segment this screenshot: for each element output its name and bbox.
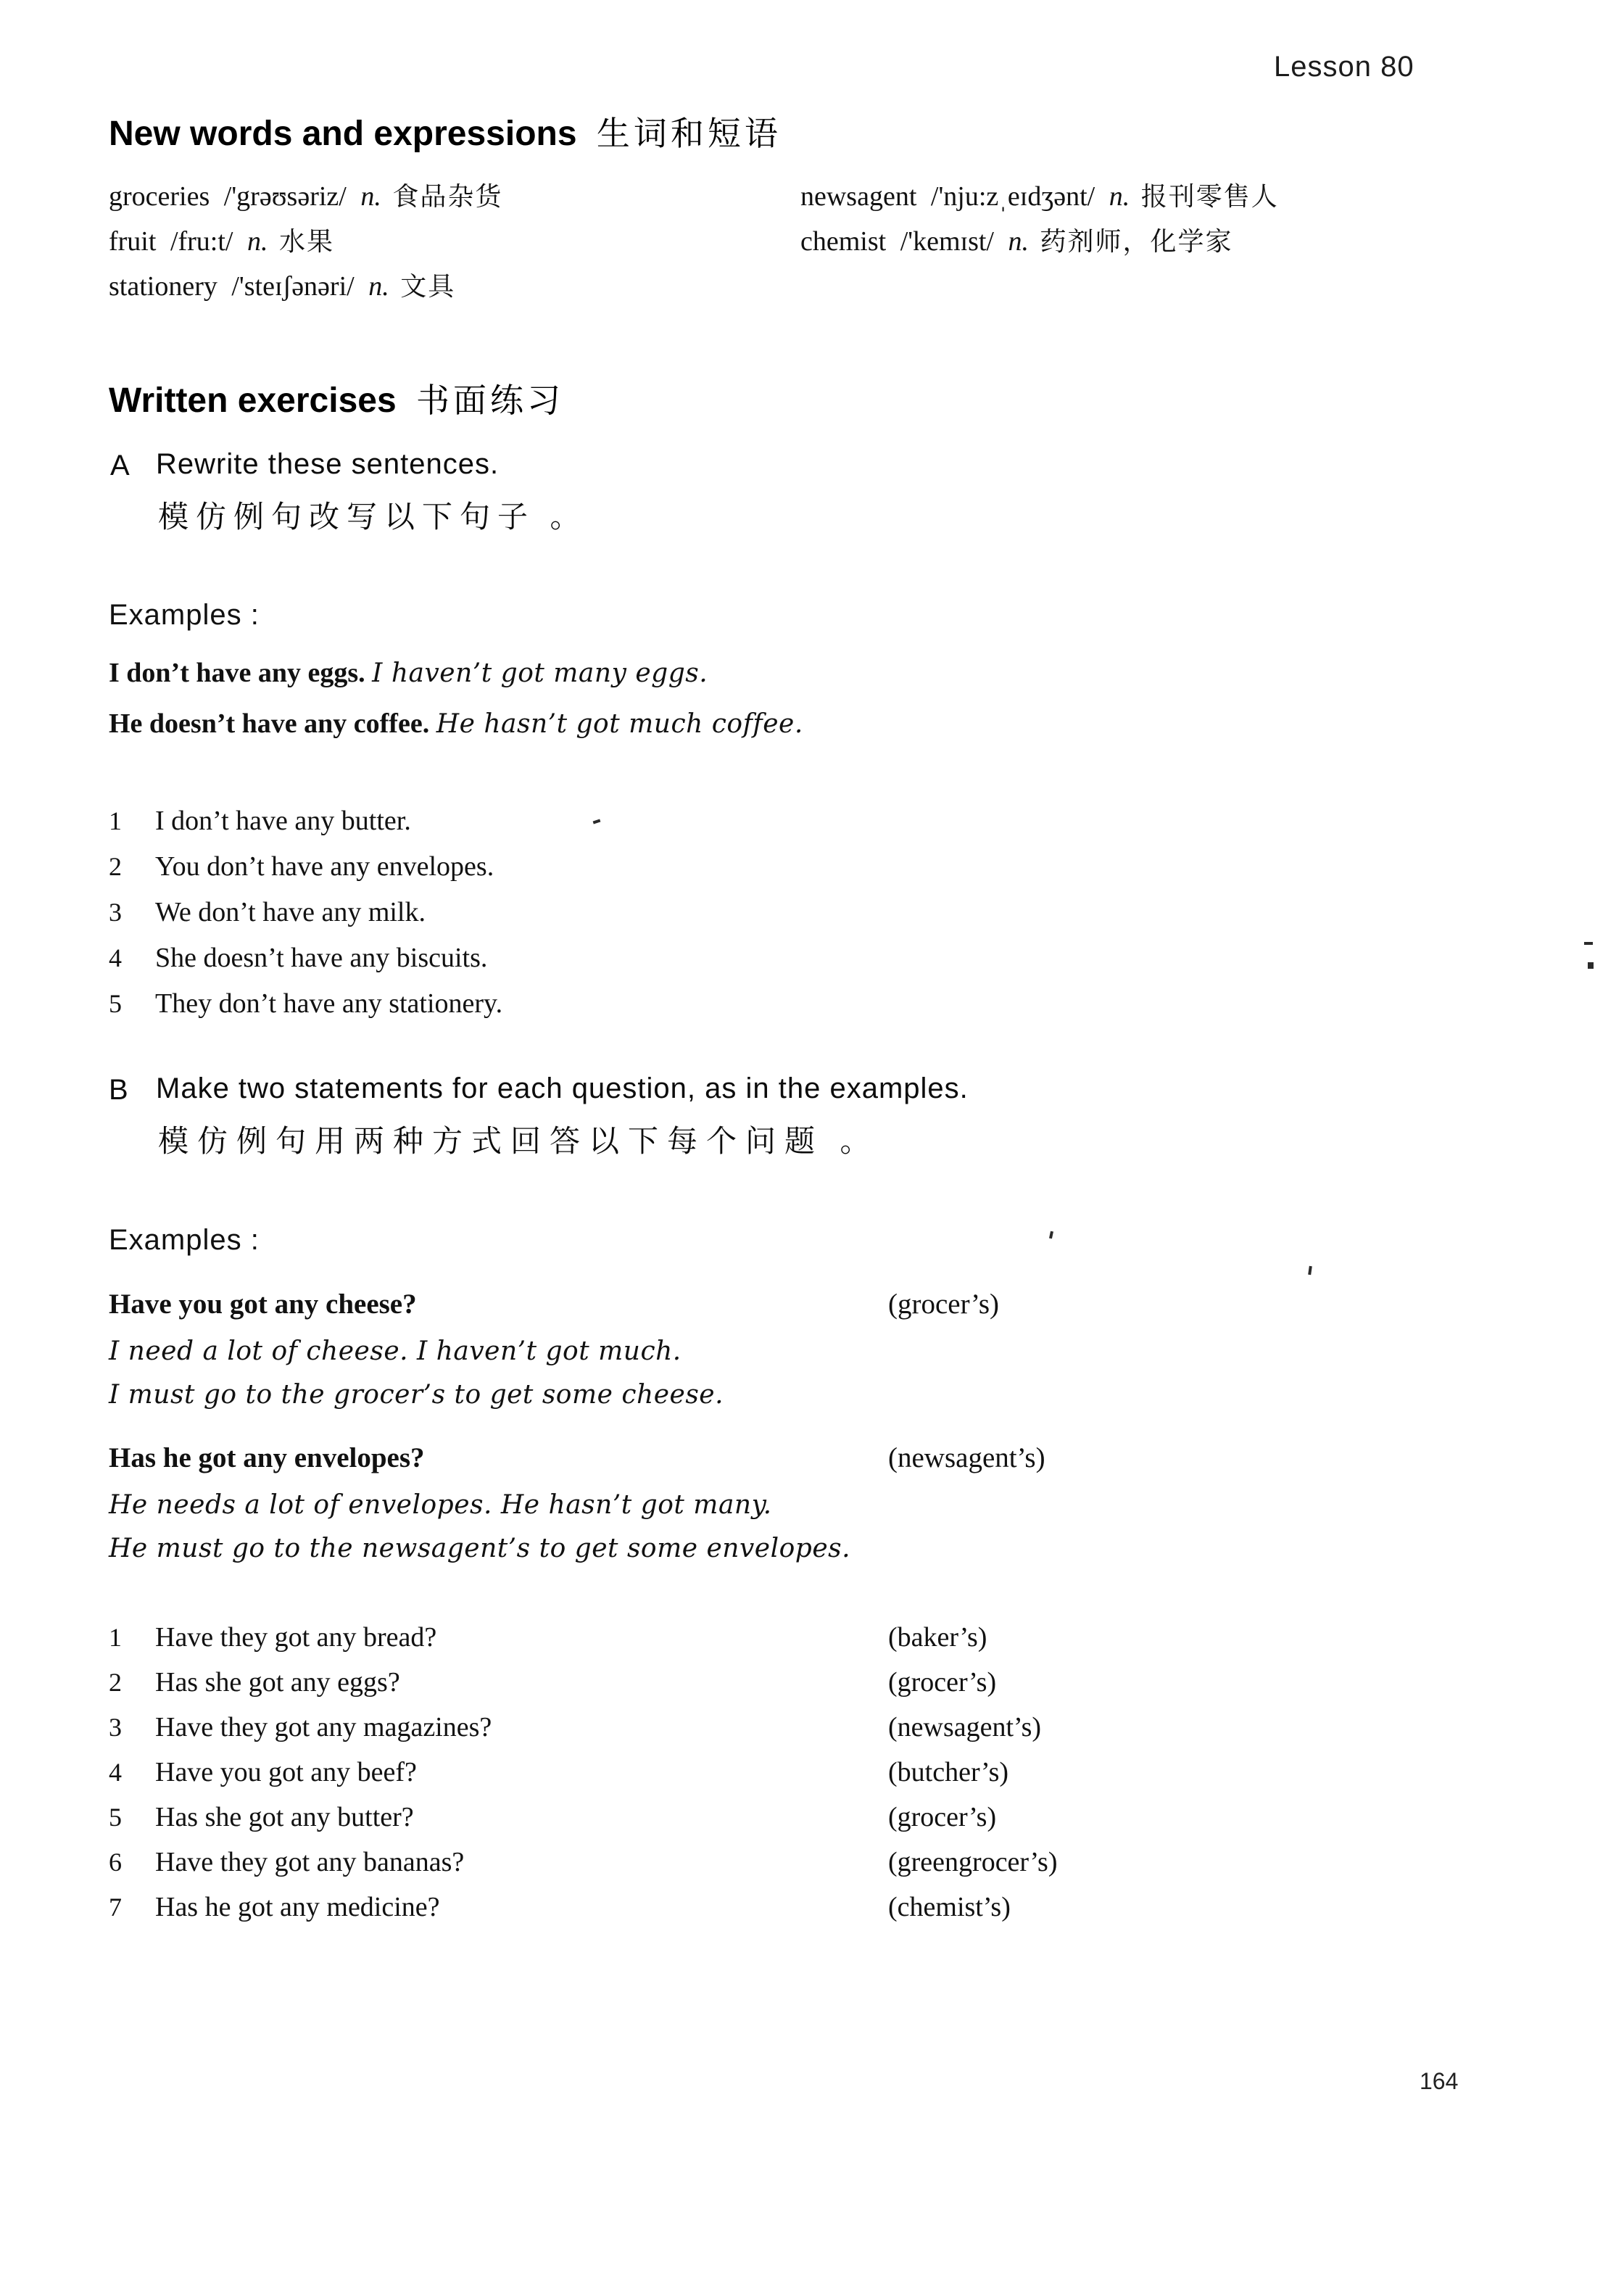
vocab-column-right: [800, 183, 1279, 273]
exercise-item: [109, 1668, 1341, 1697]
example-plain-text: He doesn’t have any coffee.: [109, 708, 430, 739]
vocab-column-left: [109, 183, 502, 318]
shop-hint: (chemist’s): [888, 1892, 1011, 1922]
exercise-item: [109, 1758, 1341, 1787]
shop-hint: (butcher’s): [888, 1757, 1009, 1787]
item-number: 1: [109, 1623, 122, 1652]
item-number: 6: [109, 1848, 122, 1877]
vocab-meaning: 食品杂货: [392, 182, 503, 211]
item-question: Has she got any eggs?: [155, 1667, 400, 1698]
section-a-label: A: [110, 450, 130, 481]
example-question: Have you got any cheese?: [109, 1289, 417, 1320]
shop-hint: (grocer’s): [888, 1289, 1000, 1320]
vocab-entry: [109, 228, 502, 255]
lesson-label: Lesson 80: [1274, 51, 1414, 83]
example-sentence: [109, 658, 803, 688]
example-question-row: [109, 1289, 1341, 1320]
vocab-meaning: 文具: [400, 272, 456, 301]
item-number: 2: [109, 852, 122, 881]
vocab-entry: [800, 183, 1279, 210]
spacer: [109, 1423, 1341, 1443]
example-sentence: [109, 709, 803, 739]
item-question: Have you got any beef?: [155, 1757, 417, 1787]
vocab-entry: [800, 228, 1279, 255]
section-b-examples-label: Examples :: [109, 1224, 260, 1256]
vocab-phonetic: /'kemɪst/: [900, 226, 994, 257]
vocab-word: newsagent: [800, 181, 917, 212]
shop-hint: (greengrocer’s): [888, 1847, 1058, 1877]
vocab-phonetic: /'grəʊsəriz/: [223, 181, 347, 212]
example-answer-cursive: I must go to the grocer’s to get some cheese.: [109, 1380, 724, 1410]
exercise-item: [109, 1893, 1341, 1922]
example-cursive-text: He hasn’t got much coffee.: [436, 709, 803, 739]
shop-hint: (grocer’s): [888, 1667, 997, 1698]
item-question: Have they got any bananas?: [155, 1847, 465, 1877]
vocab-word: fruit: [109, 226, 157, 257]
vocab-phonetic: /fru:t/: [170, 226, 233, 257]
vocab-word: stationery: [109, 271, 218, 302]
item-number: 5: [109, 1803, 122, 1832]
item-number: 3: [109, 898, 122, 927]
new-words-heading: [109, 107, 782, 155]
item-text: We don’t have any milk.: [155, 897, 426, 927]
item-text: I don’t have any butter.: [155, 806, 411, 836]
example-question-row: [109, 1443, 1341, 1473]
item-number: 1: [109, 806, 122, 835]
vocab-meaning: 报刊零售人: [1140, 182, 1279, 211]
example-question: Has he got any envelopes?: [109, 1442, 425, 1473]
scan-speck: [1584, 942, 1593, 945]
written-exercises-heading-zh: 书面练习: [416, 381, 564, 419]
shop-hint: (baker’s): [888, 1622, 987, 1653]
item-question: Has she got any butter?: [155, 1802, 414, 1832]
vocab-phonetic: /'nju:zˌeɪdʒənt/: [930, 181, 1095, 212]
section-b-items: [109, 1623, 1341, 1938]
vocab-phonetic: /'steɪʃənəri/: [231, 271, 355, 302]
item-number: 4: [109, 1758, 122, 1787]
exercise-item: [109, 852, 502, 881]
item-number: 2: [109, 1668, 122, 1697]
example-answer-cursive: I need a lot of cheese. I haven’t got much.: [109, 1336, 682, 1366]
example-cursive-text: I haven’t got many eggs.: [372, 658, 708, 688]
vocab-word: chemist: [800, 226, 887, 257]
example-plain-text: I don’t have any eggs.: [109, 658, 365, 688]
vocab-meaning: 水果: [278, 227, 334, 256]
section-a-instruction-zh: 模仿例句改写以下句子 。: [158, 501, 588, 534]
item-question: Have they got any magazines?: [155, 1712, 492, 1742]
section-b-label: B: [109, 1074, 129, 1106]
item-question: Has he got any medicine?: [155, 1892, 440, 1922]
vocab-pos: n.: [360, 181, 381, 212]
new-words-heading-zh: 生词和短语: [596, 115, 782, 152]
exercise-item: [109, 1623, 1341, 1652]
vocab-entry: [109, 273, 502, 300]
section-b-instruction-zh: 模仿例句用两种方式回答以下每个问题 。: [158, 1125, 879, 1159]
shop-hint: (grocer’s): [888, 1802, 997, 1832]
scan-speck: [593, 819, 601, 824]
item-number: 3: [109, 1713, 122, 1742]
section-b-examples: [109, 1289, 1341, 1576]
exercise-item: [109, 898, 502, 927]
item-text: She doesn’t have any biscuits.: [155, 943, 488, 973]
item-number: 7: [109, 1893, 122, 1922]
vocab-word: groceries: [109, 181, 210, 212]
section-a-examples-label: Examples :: [109, 599, 260, 631]
item-text: They don’t have any stationery.: [155, 988, 503, 1019]
exercise-item: [109, 1713, 1341, 1742]
item-number: 5: [109, 989, 122, 1018]
item-text: You don’t have any envelopes.: [155, 851, 494, 882]
scan-speck: [1049, 1231, 1053, 1239]
written-exercises-heading-en: Written exercises: [109, 381, 397, 420]
example-answer-cursive: He needs a lot of envelopes. He hasn’t got many.: [109, 1490, 772, 1520]
section-a-instruction: Rewrite these sentences.: [156, 448, 500, 480]
vocab-pos: n.: [1008, 226, 1029, 257]
exercise-item: [109, 806, 502, 835]
vocab-pos: n.: [246, 226, 268, 257]
section-a-examples: [109, 658, 803, 760]
written-exercises-heading: [109, 374, 564, 422]
vocab-entry: [109, 183, 502, 210]
item-question: Have they got any bread?: [155, 1622, 437, 1653]
vocab-pos: n.: [1109, 181, 1130, 212]
scan-speck: [1588, 962, 1594, 969]
exercise-item: [109, 1803, 1341, 1832]
page-number: 164: [1420, 2068, 1459, 2094]
shop-hint: (newsagent’s): [888, 1712, 1042, 1742]
item-number: 4: [109, 943, 122, 972]
exercise-item: [109, 943, 502, 972]
vocab-pos: n.: [368, 271, 389, 302]
exercise-item: [109, 989, 502, 1018]
vocab-meaning: 药剂师，化学家: [1040, 227, 1233, 256]
exercise-item: [109, 1848, 1341, 1877]
section-a-items: [109, 806, 502, 1035]
scan-speck: [1308, 1266, 1312, 1275]
example-answer-cursive: He must go to the newsagent’s to get some envelopes.: [109, 1534, 851, 1563]
new-words-heading-en: New words and expressions: [109, 115, 577, 153]
shop-hint: (newsagent’s): [888, 1442, 1045, 1473]
section-b-instruction: Make two statements for each question, as in the examples.: [156, 1072, 969, 1104]
